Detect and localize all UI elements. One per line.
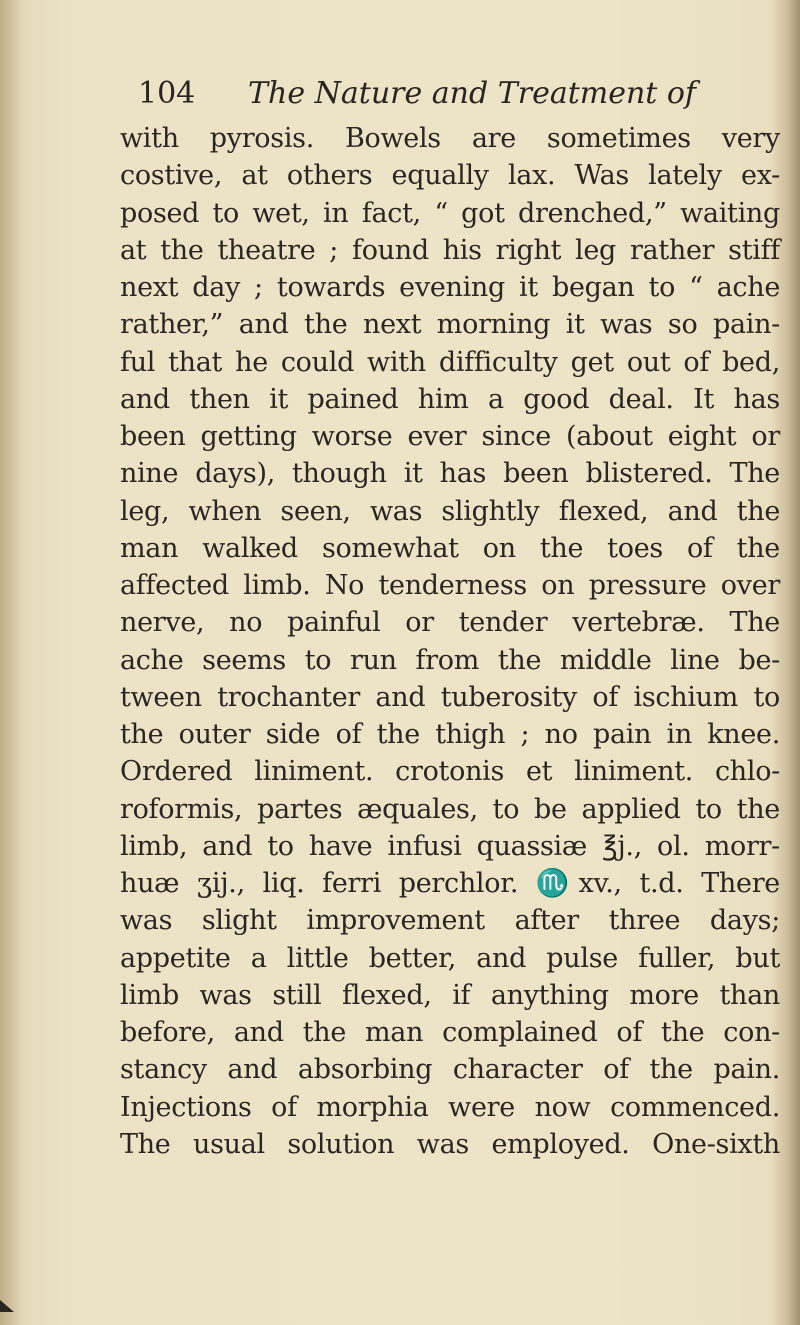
text-line: with pyrosis. Bowels are sometimes very — [120, 123, 780, 154]
text-line: and then it pained him a good deal. It has — [120, 383, 780, 415]
text-line: ful that he could with difficulty get out of bed, — [120, 346, 780, 378]
text-line: been getting worse ever since (about eight or — [120, 421, 780, 452]
text-line: Ordered liniment. crotonis et liniment. chlo- — [120, 756, 780, 788]
page-edge-shadow — [788, 0, 800, 1325]
text-line: next day ; towards evening it began to “ ache — [120, 272, 780, 303]
text-line: The usual solution was employed. One-sixth — [120, 1128, 780, 1160]
running-title: The Nature and Treatment of — [248, 76, 697, 111]
text-line: nerve, no painful or tender vertebræ. The — [120, 607, 780, 639]
text-line: limb, and to have infusi quassiæ ℥j., ol. morr- — [120, 830, 780, 862]
text-line: leg, when seen, was slightly flexed, and the — [120, 495, 780, 527]
body-text — [120, 120, 780, 1163]
text-line: appetite a little better, and pulse fuller, but — [120, 942, 780, 974]
text-line: huæ ʒij., liq. ferri perchlor. ♏xv., t.d. There — [120, 868, 780, 899]
text-line: tween trochanter and tuberosity of ischium to — [120, 681, 780, 713]
text-line: man walked somewhat on the toes of the — [120, 532, 780, 564]
text-line: before, and the man complained of the con- — [120, 1017, 780, 1048]
text-line: costive, at others equally lax. Was lately ex- — [120, 160, 780, 192]
text-line: at the theatre ; found his right leg rather stiff — [120, 234, 780, 266]
text-line: posed to wet, in fact, “ got drenched,” waiting — [120, 197, 780, 229]
text-line: limb was still flexed, if anything more than — [120, 979, 780, 1011]
text-line: nine days), though it has been blistered. The — [120, 458, 780, 490]
text-line: was slight improvement after three days; — [120, 905, 780, 937]
text-line: the outer side of the thigh ; no pain in knee. — [120, 719, 780, 750]
text-line: rather,” and the next morning it was so pain- — [120, 309, 780, 341]
page-number: 104 — [138, 76, 196, 111]
spine-shadow — [0, 0, 22, 1325]
text-line: ache seems to run from the middle line be- — [120, 644, 780, 676]
text-line: stancy and absorbing character of the pain. — [120, 1054, 780, 1086]
text-line: affected limb. No tenderness on pressure over — [120, 570, 780, 601]
page-header — [138, 72, 698, 116]
text-line: Injections of morphia were now commenced. — [120, 1091, 780, 1123]
text-line: roformis, partes æquales, to be applied to the — [120, 793, 780, 825]
